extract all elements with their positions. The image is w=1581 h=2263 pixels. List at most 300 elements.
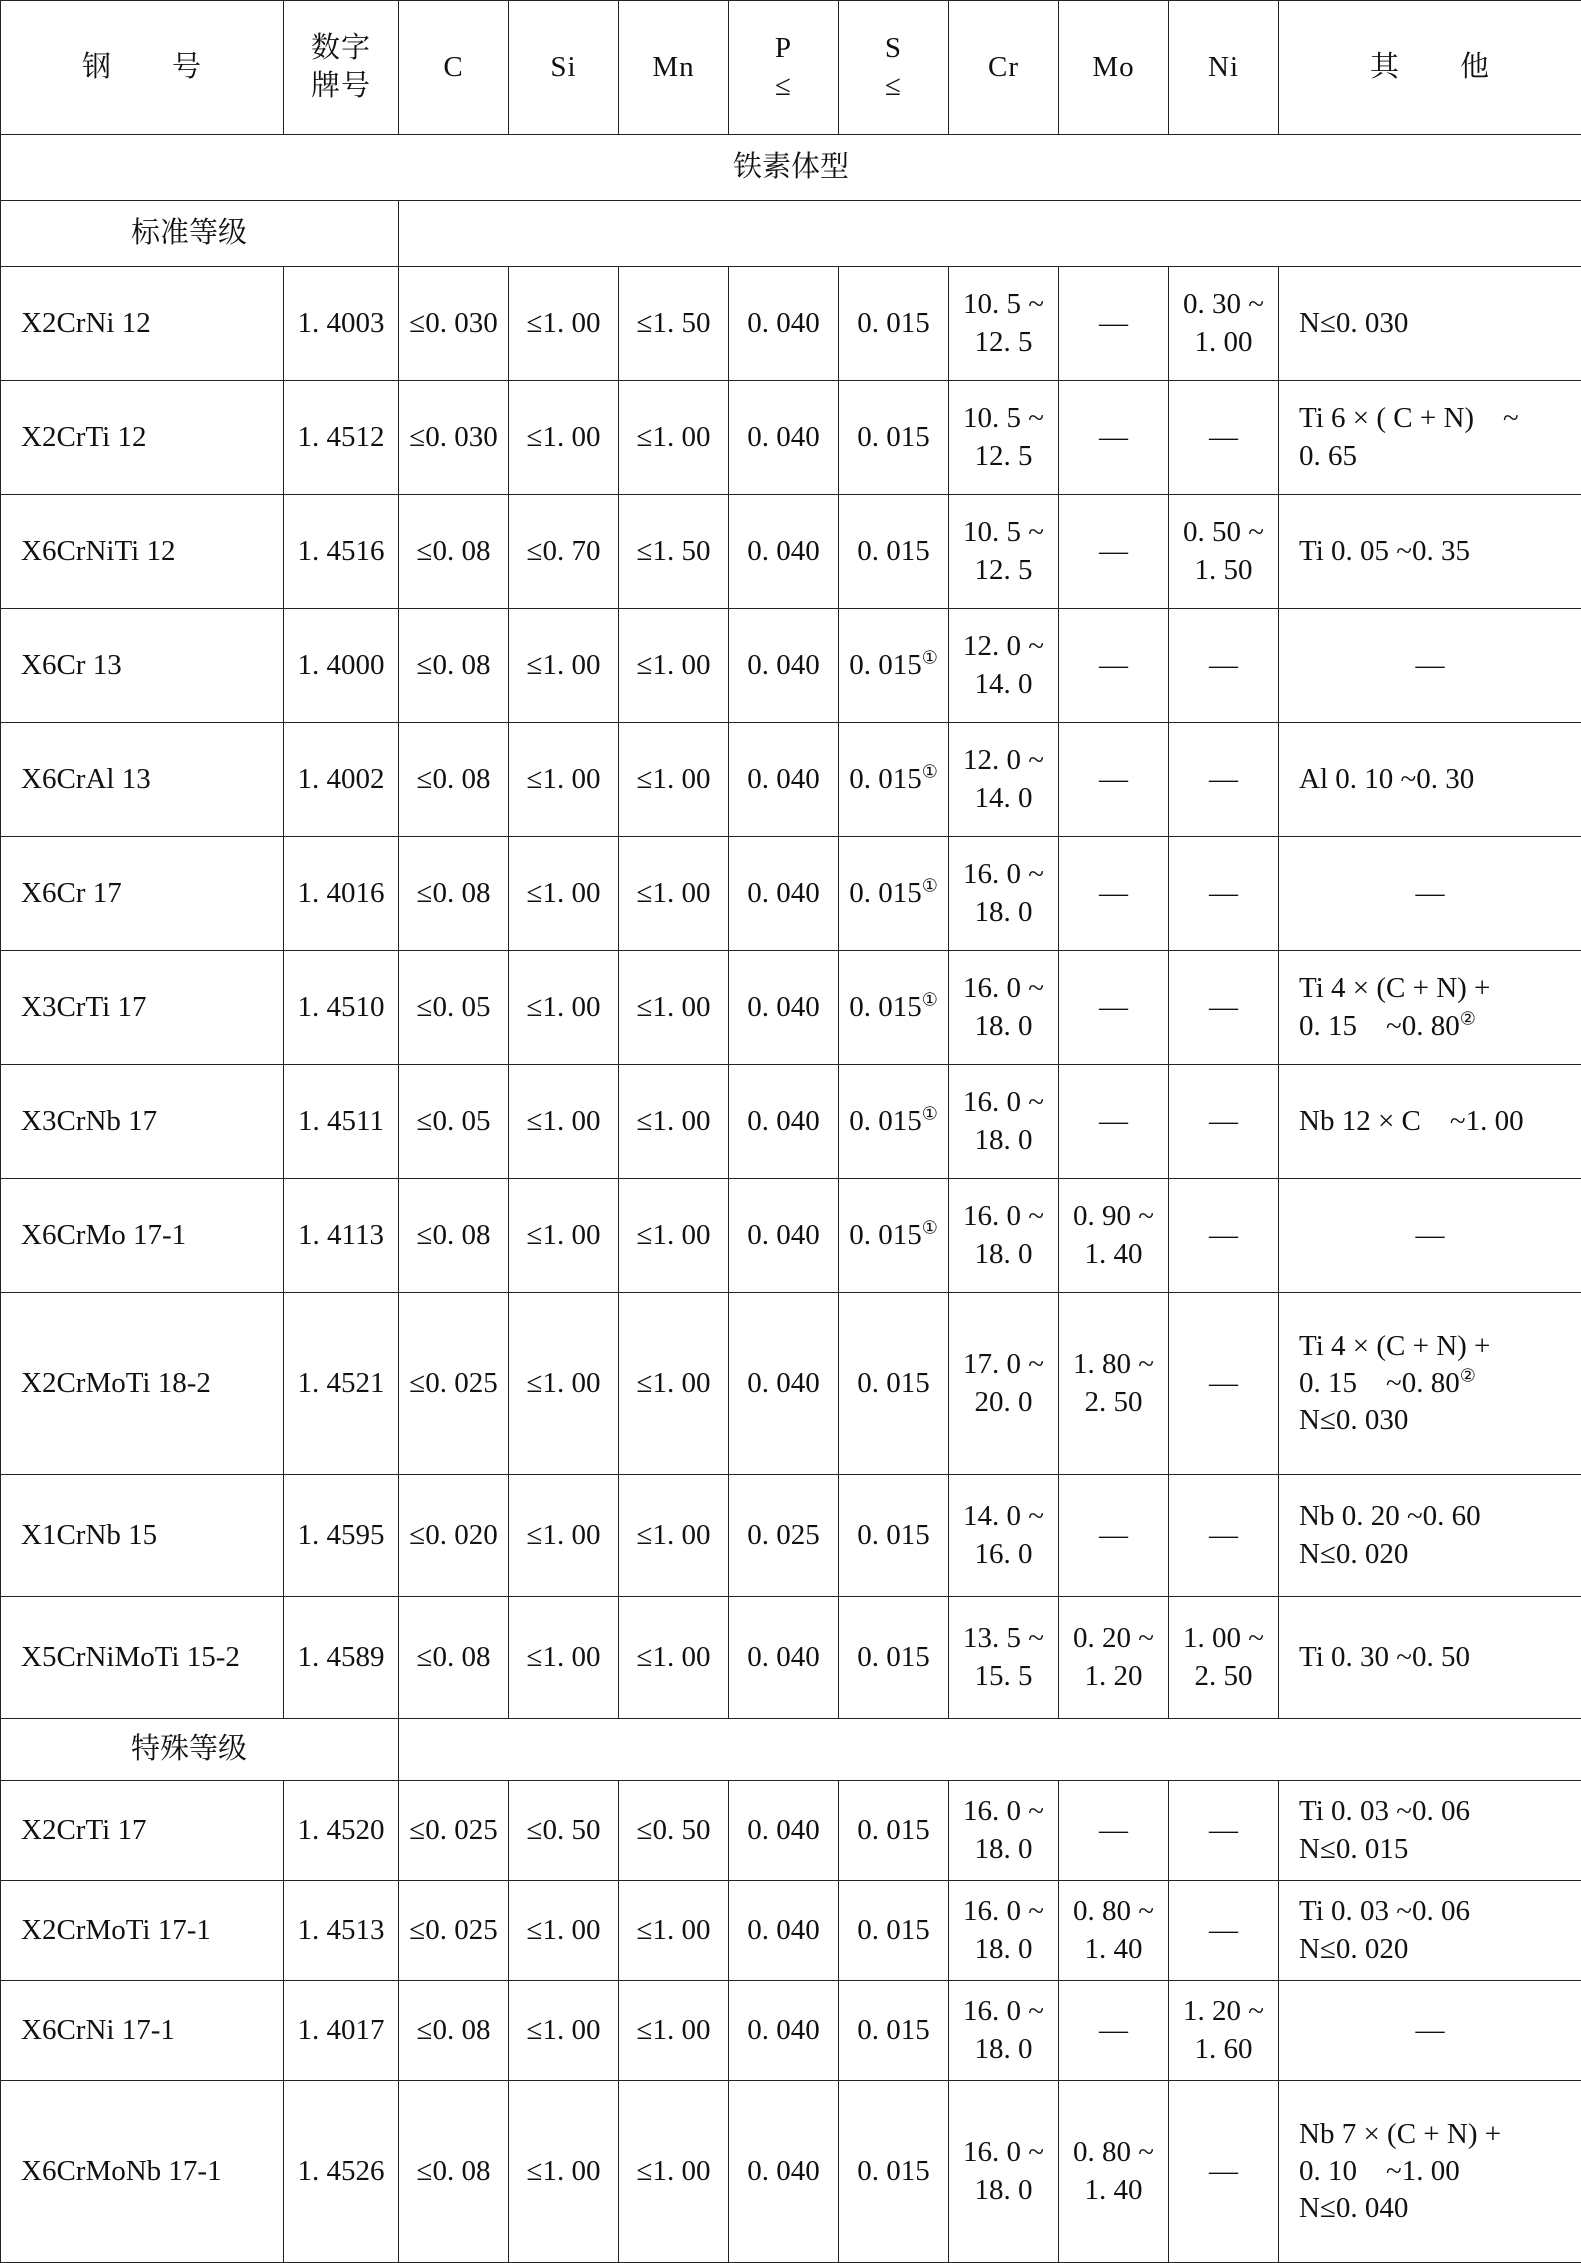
- cell-cr: [949, 1065, 1059, 1179]
- cell-mn: ≤1. 00: [619, 1881, 729, 1981]
- footnote-mark: ①: [922, 1217, 938, 1237]
- cell-line: Nb 0. 20 ~0. 60: [1299, 1498, 1577, 1535]
- cell-s: [839, 609, 949, 723]
- cell-s: [839, 2081, 949, 2263]
- cell-cr: [949, 837, 1059, 951]
- cell-line: N≤0. 040: [1299, 2190, 1577, 2227]
- header-number: [284, 1, 399, 135]
- cell-mn: ≤1. 00: [619, 951, 729, 1065]
- cell-mn: ≤1. 50: [619, 495, 729, 609]
- section-label: 标准等级: [1, 201, 399, 267]
- cell-num: 1. 4016: [284, 837, 399, 951]
- cell-line: —: [1063, 2012, 1164, 2049]
- header-s-line: S: [843, 30, 944, 67]
- cell-line: 1. 00: [1173, 324, 1274, 361]
- cell-grade: X6Cr 13: [1, 609, 284, 723]
- cell-line: —: [1173, 1365, 1274, 1402]
- cell-mo: [1059, 1781, 1169, 1881]
- cell-other: [1279, 1065, 1581, 1179]
- section-empty: [399, 201, 1581, 267]
- cell-ni: [1169, 1881, 1279, 1981]
- footnote-mark: ②: [1460, 1365, 1476, 1385]
- cell-other: [1279, 2081, 1581, 2263]
- cell-line: 20. 0: [953, 1384, 1054, 1421]
- cell-ni: [1169, 951, 1279, 1065]
- cell-si: ≤1. 00: [509, 381, 619, 495]
- cell-ni: [1169, 381, 1279, 495]
- cell-line: —: [1173, 419, 1274, 456]
- cell-si: ≤1. 00: [509, 609, 619, 723]
- cell-cr: [949, 1781, 1059, 1881]
- cell-num: 1. 4521: [284, 1293, 399, 1475]
- cell-grade: X2CrNi 12: [1, 267, 284, 381]
- table-row: [1, 495, 1581, 609]
- cell-line: 16. 0 ~: [953, 856, 1054, 893]
- cell-s-value: 0. 015: [849, 1219, 922, 1251]
- cell-s: [839, 1293, 949, 1475]
- cell-s: [839, 381, 949, 495]
- cell-line: Al 0. 10 ~0. 30: [1299, 761, 1577, 798]
- cell-cr: [949, 1179, 1059, 1293]
- cell-other: [1279, 1597, 1581, 1719]
- cell-mo: [1059, 267, 1169, 381]
- cell-line: 16. 0: [953, 1536, 1054, 1573]
- cell-line: 16. 0 ~: [953, 1198, 1054, 1235]
- cell-s: [839, 267, 949, 381]
- cell-line: 18. 0: [953, 1236, 1054, 1273]
- cell-grade: X2CrMoTi 17-1: [1, 1881, 284, 1981]
- cell-p: 0. 040: [729, 1065, 839, 1179]
- cell-line: —: [1283, 875, 1577, 912]
- cell-line: 16. 0 ~: [953, 2134, 1054, 2171]
- cell-s-value: 0. 015: [857, 421, 930, 453]
- cell-other: [1279, 951, 1581, 1065]
- cell-mn: ≤1. 00: [619, 1065, 729, 1179]
- header-number-line: 牌号: [288, 68, 394, 105]
- cell-ni: [1169, 837, 1279, 951]
- header-c: C: [399, 1, 509, 135]
- cell-other: [1279, 1179, 1581, 1293]
- cell-num: 1. 4595: [284, 1475, 399, 1597]
- cell-line: —: [1063, 1812, 1164, 1849]
- cell-si: ≤1. 00: [509, 1293, 619, 1475]
- cell-line: 1. 00 ~: [1173, 1620, 1274, 1657]
- cell-num: 1. 4516: [284, 495, 399, 609]
- cell-grade: X3CrTi 17: [1, 951, 284, 1065]
- section-row: [1, 201, 1581, 267]
- cell-cr: [949, 1475, 1059, 1597]
- cell-ni: [1169, 1065, 1279, 1179]
- cell-line: Nb 7 × (C + N) +: [1299, 2116, 1577, 2153]
- cell-grade: X6CrAl 13: [1, 723, 284, 837]
- type-title: 铁素体型: [1, 135, 1581, 201]
- cell-c: ≤0. 08: [399, 1597, 509, 1719]
- cell-cr: [949, 2081, 1059, 2263]
- table-row: [1, 267, 1581, 381]
- cell-line: Ti 0. 03 ~0. 06: [1299, 1893, 1577, 1930]
- cell-p: 0. 040: [729, 381, 839, 495]
- cell-line: 12. 0 ~: [953, 628, 1054, 665]
- footnote-mark: ①: [922, 1103, 938, 1123]
- cell-ni: [1169, 1981, 1279, 2081]
- cell-s-value: 0. 015: [857, 307, 930, 339]
- cell-line: 14. 0: [953, 666, 1054, 703]
- cell-line: N≤0. 030: [1299, 1402, 1577, 1439]
- cell-line: 16. 0 ~: [953, 1993, 1054, 2030]
- cell-line: 18. 0: [953, 1008, 1054, 1045]
- table-row: [1, 2081, 1581, 2263]
- cell-grade: X2CrTi 17: [1, 1781, 284, 1881]
- cell-c: ≤0. 08: [399, 1981, 509, 2081]
- header-other: 其 他: [1279, 1, 1581, 135]
- cell-line: —: [1063, 875, 1164, 912]
- cell-ni: [1169, 609, 1279, 723]
- cell-line: 10. 5 ~: [953, 286, 1054, 323]
- cell-line: 0. 15 ~0. 80②: [1299, 1008, 1577, 1045]
- cell-p: 0. 025: [729, 1475, 839, 1597]
- cell-line: 12. 5: [953, 552, 1054, 589]
- cell-mn: ≤1. 00: [619, 609, 729, 723]
- cell-line: Ti 4 × (C + N) +: [1299, 1328, 1577, 1365]
- cell-num: 1. 4520: [284, 1781, 399, 1881]
- type-title-row: [1, 135, 1581, 201]
- cell-c: ≤0. 025: [399, 1293, 509, 1475]
- cell-num: 1. 4002: [284, 723, 399, 837]
- table-row: [1, 609, 1581, 723]
- cell-line: N≤0. 030: [1299, 305, 1577, 342]
- cell-cr: [949, 1881, 1059, 1981]
- cell-grade: X5CrNiMoTi 15-2: [1, 1597, 284, 1719]
- cell-s-value: 0. 015: [857, 1367, 930, 1399]
- cell-line: 1. 40: [1063, 1931, 1164, 1968]
- cell-line: 18. 0: [953, 1831, 1054, 1868]
- cell-line: 0. 50 ~: [1173, 514, 1274, 551]
- cell-si: ≤1. 00: [509, 1065, 619, 1179]
- cell-line: 17. 0 ~: [953, 1346, 1054, 1383]
- table-row: [1, 1293, 1581, 1475]
- cell-mo: [1059, 495, 1169, 609]
- cell-s-value: 0. 015: [857, 2014, 930, 2046]
- cell-line: 12. 5: [953, 438, 1054, 475]
- cell-line: 2. 50: [1173, 1658, 1274, 1695]
- cell-mn: ≤1. 00: [619, 1179, 729, 1293]
- cell-ni: [1169, 495, 1279, 609]
- cell-grade: X6CrMoNb 17-1: [1, 2081, 284, 2263]
- cell-line: Ti 0. 03 ~0. 06: [1299, 1793, 1577, 1830]
- cell-grade: X2CrTi 12: [1, 381, 284, 495]
- cell-p: 0. 040: [729, 951, 839, 1065]
- cell-cr: [949, 723, 1059, 837]
- cell-mn: ≤1. 00: [619, 1597, 729, 1719]
- cell-p: 0. 040: [729, 495, 839, 609]
- cell-mn: ≤1. 00: [619, 1475, 729, 1597]
- cell-s-value: 0. 015: [849, 1105, 922, 1137]
- cell-line: 1. 80 ~: [1063, 1346, 1164, 1383]
- cell-cr: [949, 1981, 1059, 2081]
- cell-mn: ≤1. 00: [619, 1293, 729, 1475]
- cell-num: 1. 4526: [284, 2081, 399, 2263]
- cell-line: 1. 20 ~: [1173, 1993, 1274, 2030]
- cell-line: —: [1173, 1912, 1274, 1949]
- cell-line: 2. 50: [1063, 1384, 1164, 1421]
- table-row: [1, 1475, 1581, 1597]
- cell-line: 1. 60: [1173, 2031, 1274, 2068]
- cell-line: 0. 10 ~1. 00: [1299, 2153, 1577, 2190]
- cell-p: 0. 040: [729, 1293, 839, 1475]
- table-row: [1, 1597, 1581, 1719]
- header-mn: Mn: [619, 1, 729, 135]
- cell-line: 0. 90 ~: [1063, 1198, 1164, 1235]
- table-row: [1, 1065, 1581, 1179]
- cell-line: N≤0. 020: [1299, 1536, 1577, 1573]
- cell-s-value: 0. 015: [857, 1519, 930, 1551]
- header-si: Si: [509, 1, 619, 135]
- cell-line: —: [1173, 1812, 1274, 1849]
- cell-mo: [1059, 1293, 1169, 1475]
- cell-c: ≤0. 08: [399, 495, 509, 609]
- cell-line: 0. 80 ~: [1063, 2134, 1164, 2171]
- cell-line: 10. 5 ~: [953, 514, 1054, 551]
- cell-num: 1. 4512: [284, 381, 399, 495]
- cell-ni: [1169, 1597, 1279, 1719]
- table-row: [1, 381, 1581, 495]
- cell-mn: ≤1. 00: [619, 723, 729, 837]
- cell-mo: [1059, 2081, 1169, 2263]
- cell-line: N≤0. 020: [1299, 1931, 1577, 1968]
- cell-other: [1279, 1881, 1581, 1981]
- table-row: [1, 723, 1581, 837]
- cell-p: 0. 040: [729, 723, 839, 837]
- cell-line: —: [1063, 1103, 1164, 1140]
- cell-other: [1279, 381, 1581, 495]
- cell-line: 0. 20 ~: [1063, 1620, 1164, 1657]
- cell-line: 1. 40: [1063, 1236, 1164, 1273]
- cell-line: 0. 30 ~: [1173, 286, 1274, 323]
- cell-line: 10. 5 ~: [953, 400, 1054, 437]
- cell-si: ≤1. 00: [509, 267, 619, 381]
- cell-line: 0. 65: [1299, 438, 1577, 475]
- cell-mn: ≤1. 00: [619, 2081, 729, 2263]
- cell-line: 1. 40: [1063, 2172, 1164, 2209]
- cell-s-value: 0. 015: [857, 535, 930, 567]
- cell-line: 14. 0 ~: [953, 1498, 1054, 1535]
- cell-s-value: 0. 015: [849, 649, 922, 681]
- cell-line: —: [1173, 647, 1274, 684]
- cell-line: 12. 0 ~: [953, 742, 1054, 779]
- cell-num: 1. 4000: [284, 609, 399, 723]
- cell-line: 1. 50: [1173, 552, 1274, 589]
- cell-other: [1279, 495, 1581, 609]
- cell-p: 0. 040: [729, 1179, 839, 1293]
- cell-mn: ≤1. 50: [619, 267, 729, 381]
- cell-other: [1279, 267, 1581, 381]
- cell-line: Ti 0. 30 ~0. 50: [1299, 1639, 1577, 1676]
- cell-ni: [1169, 2081, 1279, 2263]
- cell-s: [839, 951, 949, 1065]
- section-empty: [399, 1719, 1581, 1781]
- cell-line: —: [1063, 1517, 1164, 1554]
- header-cr: Cr: [949, 1, 1059, 135]
- cell-other: [1279, 837, 1581, 951]
- cell-si: ≤1. 00: [509, 1179, 619, 1293]
- cell-line: Nb 12 × C ~1. 00: [1299, 1103, 1577, 1140]
- cell-grade: X2CrMoTi 18-2: [1, 1293, 284, 1475]
- cell-mo: [1059, 1179, 1169, 1293]
- cell-c: ≤0. 08: [399, 837, 509, 951]
- cell-line: 16. 0 ~: [953, 1793, 1054, 1830]
- cell-line: 18. 0: [953, 2172, 1054, 2209]
- cell-s-value: 0. 015: [849, 991, 922, 1023]
- cell-s: [839, 1179, 949, 1293]
- footnote-mark: ①: [922, 647, 938, 667]
- cell-line: 13. 5 ~: [953, 1620, 1054, 1657]
- cell-cr: [949, 1597, 1059, 1719]
- cell-s-value: 0. 015: [857, 1641, 930, 1673]
- cell-num: 1. 4003: [284, 267, 399, 381]
- cell-ni: [1169, 1293, 1279, 1475]
- cell-line: 18. 0: [953, 1122, 1054, 1159]
- cell-mo: [1059, 609, 1169, 723]
- cell-grade: X6CrNi 17-1: [1, 1981, 284, 2081]
- cell-p: 0. 040: [729, 2081, 839, 2263]
- cell-c: ≤0. 030: [399, 381, 509, 495]
- cell-line: 0. 80 ~: [1063, 1893, 1164, 1930]
- cell-mo: [1059, 1065, 1169, 1179]
- cell-c: ≤0. 08: [399, 2081, 509, 2263]
- cell-num: 1. 4589: [284, 1597, 399, 1719]
- cell-line: —: [1283, 1217, 1577, 1254]
- cell-p: 0. 040: [729, 609, 839, 723]
- cell-grade: X6CrNiTi 12: [1, 495, 284, 609]
- footnote-mark: ①: [922, 761, 938, 781]
- cell-s-value: 0. 015: [849, 877, 922, 909]
- cell-other: [1279, 1781, 1581, 1881]
- cell-s: [839, 1597, 949, 1719]
- cell-num: 1. 4113: [284, 1179, 399, 1293]
- cell-num: 1. 4017: [284, 1981, 399, 2081]
- cell-mo: [1059, 723, 1169, 837]
- cell-c: ≤0. 08: [399, 723, 509, 837]
- cell-line: —: [1173, 1217, 1274, 1254]
- cell-p: 0. 040: [729, 1981, 839, 2081]
- cell-ni: [1169, 267, 1279, 381]
- cell-s: [839, 1781, 949, 1881]
- cell-line: 18. 0: [953, 2031, 1054, 2068]
- cell-line: 15. 5: [953, 1658, 1054, 1695]
- cell-c: ≤0. 025: [399, 1781, 509, 1881]
- cell-c: ≤0. 08: [399, 1179, 509, 1293]
- cell-si: ≤1. 00: [509, 1981, 619, 2081]
- cell-cr: [949, 495, 1059, 609]
- cell-line: —: [1173, 761, 1274, 798]
- header-ni: Ni: [1169, 1, 1279, 135]
- cell-line: Ti 4 × (C + N) +: [1299, 970, 1577, 1007]
- cell-mn: ≤1. 00: [619, 381, 729, 495]
- table-row: [1, 1179, 1581, 1293]
- cell-other: [1279, 1981, 1581, 2081]
- cell-grade: X3CrNb 17: [1, 1065, 284, 1179]
- cell-s-value: 0. 015: [849, 763, 922, 795]
- cell-line: 1. 20: [1063, 1658, 1164, 1695]
- table-body: [1, 135, 1581, 2263]
- cell-p: 0. 040: [729, 1881, 839, 1981]
- cell-s: [839, 1065, 949, 1179]
- cell-line: —: [1283, 2012, 1577, 2049]
- cell-line: —: [1063, 533, 1164, 570]
- cell-num: 1. 4513: [284, 1881, 399, 1981]
- section-row: [1, 1719, 1581, 1781]
- cell-line: —: [1173, 1103, 1274, 1140]
- cell-cr: [949, 1293, 1059, 1475]
- cell-cr: [949, 951, 1059, 1065]
- cell-line: 12. 5: [953, 324, 1054, 361]
- cell-line: —: [1063, 989, 1164, 1026]
- cell-s-value: 0. 015: [857, 1914, 930, 1946]
- footnote-mark: ①: [922, 875, 938, 895]
- table-row: [1, 1881, 1581, 1981]
- cell-s: [839, 723, 949, 837]
- cell-p: 0. 040: [729, 1597, 839, 1719]
- cell-mo: [1059, 1881, 1169, 1981]
- cell-c: ≤0. 020: [399, 1475, 509, 1597]
- cell-cr: [949, 381, 1059, 495]
- cell-other: [1279, 723, 1581, 837]
- cell-s: [839, 1475, 949, 1597]
- cell-ni: [1169, 1475, 1279, 1597]
- cell-cr: [949, 267, 1059, 381]
- cell-c: ≤0. 05: [399, 1065, 509, 1179]
- cell-si: ≤0. 50: [509, 1781, 619, 1881]
- table-row: [1, 1981, 1581, 2081]
- header-number-line: 数字: [288, 30, 394, 67]
- cell-line: 18. 0: [953, 1931, 1054, 1968]
- cell-line: 16. 0 ~: [953, 1084, 1054, 1121]
- cell-num: 1. 4511: [284, 1065, 399, 1179]
- cell-c: ≤0. 025: [399, 1881, 509, 1981]
- cell-line: N≤0. 015: [1299, 1831, 1577, 1868]
- cell-p: 0. 040: [729, 267, 839, 381]
- cell-s-value: 0. 015: [857, 2155, 930, 2187]
- cell-ni: [1169, 723, 1279, 837]
- cell-line: Ti 0. 05 ~0. 35: [1299, 533, 1577, 570]
- cell-mn: ≤1. 00: [619, 837, 729, 951]
- cell-si: ≤1. 00: [509, 837, 619, 951]
- cell-line: —: [1063, 305, 1164, 342]
- cell-grade: X1CrNb 15: [1, 1475, 284, 1597]
- cell-mo: [1059, 1597, 1169, 1719]
- cell-s-value: 0. 015: [857, 1814, 930, 1846]
- section-label: 特殊等级: [1, 1719, 399, 1781]
- cell-line: —: [1173, 989, 1274, 1026]
- cell-si: ≤1. 00: [509, 1475, 619, 1597]
- cell-line: 18. 0: [953, 894, 1054, 931]
- cell-line: 0. 15 ~0. 80②: [1299, 1365, 1577, 1402]
- cell-c: ≤0. 08: [399, 609, 509, 723]
- cell-line: Ti 6 × ( C + N) ~: [1299, 400, 1577, 437]
- cell-si: ≤1. 00: [509, 951, 619, 1065]
- cell-line: 16. 0 ~: [953, 970, 1054, 1007]
- cell-si: ≤1. 00: [509, 1881, 619, 1981]
- cell-mo: [1059, 837, 1169, 951]
- header-grade: 钢 号: [1, 1, 284, 135]
- cell-grade: X6CrMo 17-1: [1, 1179, 284, 1293]
- cell-p: 0. 040: [729, 837, 839, 951]
- cell-si: ≤0. 70: [509, 495, 619, 609]
- header-s-line: ≤: [843, 68, 944, 105]
- cell-num: 1. 4510: [284, 951, 399, 1065]
- cell-mo: [1059, 1981, 1169, 2081]
- table-row: [1, 951, 1581, 1065]
